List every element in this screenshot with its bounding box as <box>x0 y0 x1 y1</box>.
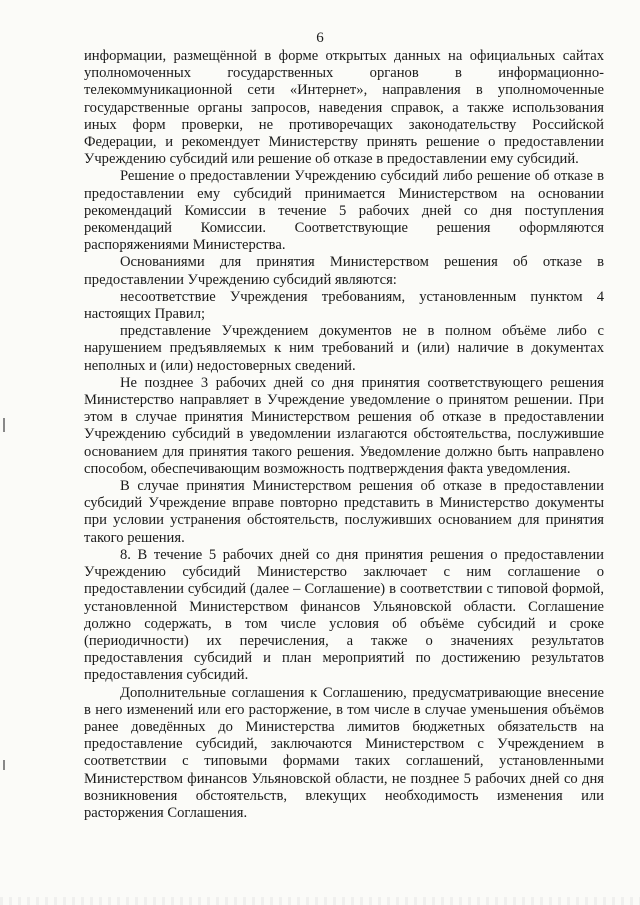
scan-noise <box>0 897 640 905</box>
paragraph-continuation: информации, размещённой в форме открытых данных на официальных сайтах уполномоченных государственных органов в информационно-телекоммуникационной сети «Интернет», направления в уполномоченные государственные органы запросов, наведения справок, а также использования иных форм проверки, не противоречащих законодательству Российской Федерации, и рекомендует Министерству принять решение о предоставлении Учреждению субсидий или решение об отказе в предоставлении ему субсидий. <box>84 48 604 168</box>
scan-edge-mark <box>3 418 5 432</box>
paragraph-ground-1: несоответствие Учреждения требованиям, установленным пунктом 4 настоящих Правил; <box>84 288 604 323</box>
paragraph-refusal-grounds: Основаниями для принятия Министерством решения об отказе в предоставлении Учреждению субсидий являются: <box>84 254 604 288</box>
paragraph-notification: Не позднее 3 рабочих дней со дня принятия соответствующего решения Министерство направляет в Учреждение уведомление о принятом решении. При этом в случае принятия Министерством решения об отказе в предоставлении Учреждению субсидий в уведомлении излагаются обстоятельства, послужившие основанием для принятия такого решения. Уведомление должно быть направлено способом, обеспечивающим возможность подтверждения факта уведомления. <box>84 374 604 477</box>
paragraph-additional-agreements: Дополнительные соглашения к Соглашению, предусматривающие внесение в него изменений или его расторжение, в том числе в случае уменьшения объёмов ранее доведённых до Министерства лимитов бюджетных обязательств на предоставление субсидий, заключаются Министерством с Учреждением в соответствии с типовыми формами таких соглашений, установленными Министерством финансов Ульяновской области, не позднее 5 рабочих дней со дня возникновения обстоятельств, влекущих необходимость изменения или расторжения Соглашения. <box>84 684 604 821</box>
paragraph-resubmission: В случае принятия Министерством решения об отказе в предоставлении субсидий Учреждение вправе повторно представить в Министерство документы при условии устранения обстоятельств, послуживших основанием для принятия такого решения. <box>84 478 604 546</box>
paragraph-agreement: 8. В течение 5 рабочих дней со дня принятия решения о предоставлении Учреждению субсидий Министерство заключает с ним соглашение о предоставлении субсидий (далее – Соглашение) в соответствии с типовой формой, установленной Министерством финансов Ульяновской области. Соглашение должно содержать, в том числе условия об объёме субсидий и сроке (периодичности) их перечисления, а также о значениях результатов предоставления субсидий и план мероприятий по достижению результатов предоставления субсидий. <box>84 546 604 684</box>
document-body <box>84 48 604 822</box>
paragraph-ground-2: представление Учреждением документов не в полном объёме либо с нарушением предъявляемых к ним требований и (или) наличие в документах неполных и (или) недостоверных сведений. <box>84 323 604 374</box>
paragraph-decision: Решение о предоставлении Учреждению субсидий либо решение об отказе в предоставлении ему субсидий принимается Министерством на основании рекомендаций Комиссии в течение 5 рабочих дней со дня поступления рекомендаций Комиссии. Соответствующие решения оформляются распоряжениями Министерства. <box>84 168 604 254</box>
page-number: 6 <box>316 30 324 46</box>
scan-edge-mark <box>3 760 5 770</box>
